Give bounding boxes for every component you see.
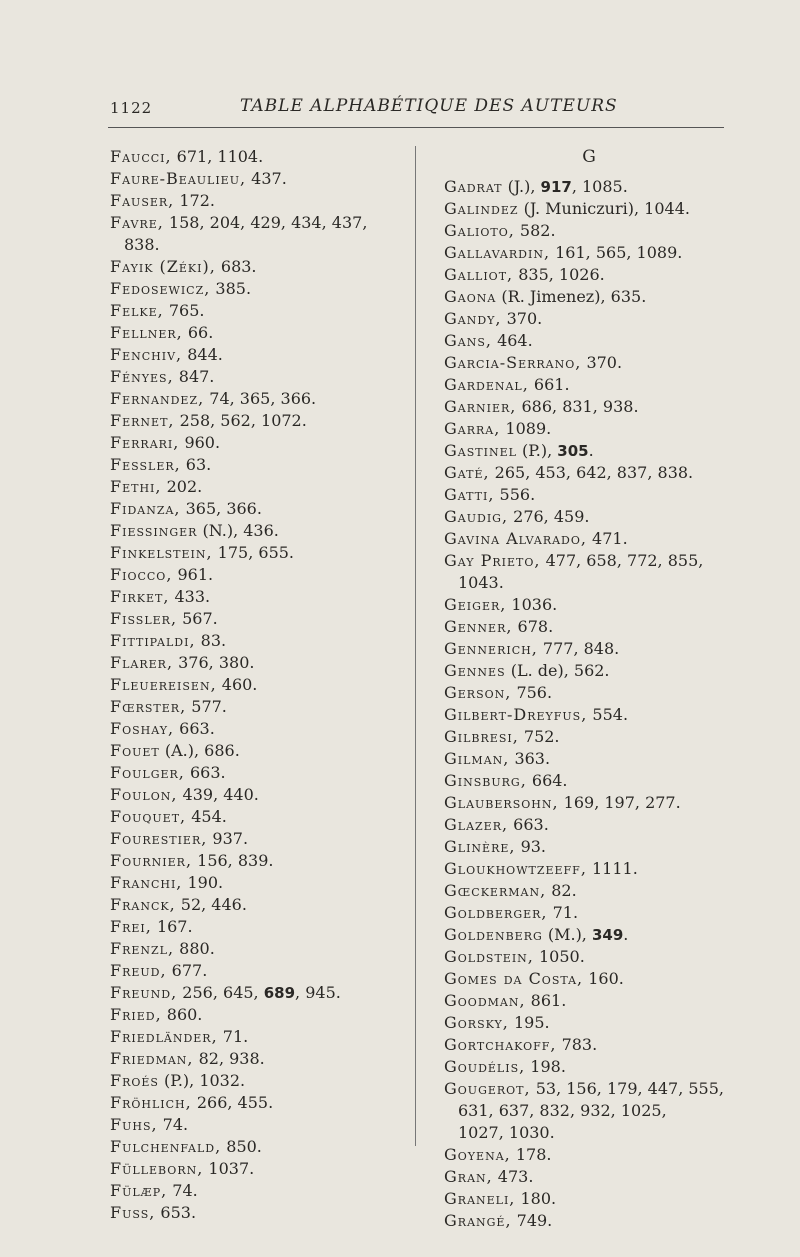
- page-refs: (P.), 1032.: [158, 1071, 246, 1090]
- index-entry: [444, 176, 734, 198]
- page-refs: 83.: [195, 631, 227, 650]
- author-name: Foulon,: [110, 785, 178, 804]
- author-name: Gaudig,: [444, 507, 509, 526]
- page-refs: 63.: [180, 455, 212, 474]
- index-entry: [110, 212, 400, 256]
- author-name: Fouquet,: [110, 807, 187, 826]
- index-entry: [444, 264, 734, 286]
- index-entry: [110, 168, 400, 190]
- index-entry: [444, 308, 734, 330]
- author-name: Gavina Alvarado,: [444, 529, 587, 548]
- page-refs: 477, 658, 772, 855,: [540, 551, 704, 570]
- author-name: Gran,: [444, 1167, 493, 1186]
- page-refs: 370.: [581, 353, 623, 372]
- index-entry: [444, 242, 734, 264]
- author-name: Fournier,: [110, 851, 193, 870]
- page-refs-continued: 1043.: [458, 573, 504, 592]
- index-entry: [110, 498, 400, 520]
- index-entry: [110, 828, 400, 850]
- page-refs-tail: .: [588, 441, 594, 460]
- page-refs: 195.: [508, 1013, 550, 1032]
- page-refs: 265, 453, 642, 837, 838.: [489, 463, 694, 482]
- page-refs: 202.: [161, 477, 203, 496]
- author-name: Fethi,: [110, 477, 162, 496]
- page-refs: 752.: [518, 727, 560, 746]
- page-refs: 74, 365, 366.: [204, 389, 317, 408]
- index-entry: [444, 660, 734, 682]
- index-entry: [110, 784, 400, 806]
- author-name: Fleuereisen,: [110, 675, 217, 694]
- author-name: Firket,: [110, 587, 170, 606]
- author-name: Goodman,: [444, 991, 526, 1010]
- index-entry: [444, 1012, 734, 1034]
- main-page-ref: 689: [263, 984, 296, 1002]
- page-refs: 664.: [526, 771, 568, 790]
- left-column: [110, 146, 400, 1224]
- author-name: Fittipaldi,: [110, 631, 196, 650]
- index-entry: [444, 374, 734, 396]
- main-page-ref: 917: [540, 178, 572, 196]
- index-entry: [444, 836, 734, 858]
- author-name: Goldstein,: [444, 947, 534, 966]
- index-entry: [110, 630, 400, 652]
- index-entry: [110, 322, 400, 344]
- author-name: Felke,: [110, 301, 164, 320]
- page-refs-tail: .: [623, 925, 629, 944]
- page-refs: 437.: [246, 169, 287, 188]
- main-page-ref: 305: [557, 442, 589, 460]
- index-entry: [444, 616, 734, 638]
- index-entry: [110, 674, 400, 696]
- author-name: Foshay,: [110, 719, 175, 738]
- author-name: Fuhs,: [110, 1115, 158, 1134]
- index-entry: [110, 344, 400, 366]
- author-name: Finkelstein,: [110, 543, 213, 562]
- index-entry: [444, 682, 734, 704]
- page-refs: 683.: [215, 257, 257, 276]
- page-refs: 376, 380.: [173, 653, 255, 672]
- author-name: Fényes,: [110, 367, 174, 386]
- page-refs: 178.: [510, 1145, 552, 1164]
- index-entry: [444, 396, 734, 418]
- author-name: Gallavardin,: [444, 243, 551, 262]
- author-name: Fernandez,: [110, 389, 205, 408]
- author-name: Glinère,: [444, 837, 516, 856]
- page-refs: 880.: [174, 939, 215, 958]
- index-entry: [110, 938, 400, 960]
- page-refs: 167.: [151, 917, 193, 936]
- index-entry: [444, 968, 734, 990]
- index-entry: [444, 550, 734, 594]
- index-entry: [444, 946, 734, 968]
- index-entry: [444, 1034, 734, 1056]
- index-entry: [110, 850, 400, 872]
- section-letter: G: [582, 147, 596, 167]
- index-entry: [110, 982, 400, 1004]
- index-entry: [110, 1136, 400, 1158]
- page-refs: 671, 1104.: [171, 147, 264, 166]
- page-number: 1122: [110, 99, 153, 117]
- index-entry: [444, 1166, 734, 1188]
- page-refs: 835, 1026.: [513, 265, 605, 284]
- page-refs: 663.: [174, 719, 215, 738]
- page-refs: 556.: [494, 485, 536, 504]
- page-refs: 961.: [172, 565, 214, 584]
- index-entry: [110, 1004, 400, 1026]
- page-refs: 686, 831, 938.: [516, 397, 639, 416]
- page-refs: 1036.: [506, 595, 558, 614]
- author-name: Goldberger,: [444, 903, 548, 922]
- page-refs: (R. Jimenez), 635.: [496, 287, 647, 306]
- author-name: Franck,: [110, 895, 176, 914]
- index-entry: [444, 1210, 734, 1232]
- page-refs: 175, 655.: [212, 543, 295, 562]
- page-refs: 471.: [586, 529, 628, 548]
- author-name: Goudélis,: [444, 1057, 526, 1076]
- page-refs: 454.: [186, 807, 227, 826]
- page-refs: 53, 156, 179, 447, 555,: [530, 1079, 724, 1098]
- index-entry: [444, 880, 734, 902]
- author-name: Gay Prieto,: [444, 551, 541, 570]
- index-entry: [110, 476, 400, 498]
- author-name: Favre,: [110, 213, 164, 232]
- right-column: [444, 146, 734, 1232]
- index-entry: [110, 762, 400, 784]
- page-refs: 172.: [174, 191, 215, 210]
- page-refs: 460.: [216, 675, 258, 694]
- page-refs: 850.: [221, 1137, 262, 1156]
- page-refs: 847.: [173, 367, 215, 386]
- author-name: Fülleborn,: [110, 1159, 204, 1178]
- page-refs: 276, 459.: [508, 507, 590, 526]
- page-refs: 577.: [186, 697, 227, 716]
- index-entry: [444, 1188, 734, 1210]
- page-refs: 439, 440.: [177, 785, 259, 804]
- index-entry: [110, 520, 400, 542]
- index-entry: [110, 432, 400, 454]
- author-name: Geiger,: [444, 595, 507, 614]
- index-entry: [110, 608, 400, 630]
- author-name: Faucci,: [110, 147, 172, 166]
- author-name: Garnier,: [444, 397, 517, 416]
- author-name: Fuss,: [110, 1203, 156, 1222]
- page-refs: 256, 645,: [177, 983, 264, 1002]
- header-rule: [108, 127, 724, 128]
- index-entry: [110, 1180, 400, 1202]
- index-entry: [444, 638, 734, 660]
- author-name: Galindez: [444, 199, 519, 218]
- page-refs: 169, 197, 277.: [558, 793, 681, 812]
- page-refs-continued: 838.: [124, 235, 160, 254]
- page-refs: 960.: [179, 433, 221, 452]
- page-refs-continued: 631, 637, 832, 932, 1025,: [458, 1101, 667, 1120]
- author-name: Goldenberg: [444, 925, 543, 944]
- author-name: Gans,: [444, 331, 492, 350]
- author-name: Fedosewicz,: [110, 279, 211, 298]
- author-name: Faure-Beaulieu,: [110, 169, 247, 188]
- index-entry: [444, 528, 734, 550]
- author-name: Gatti,: [444, 485, 495, 504]
- author-name: Fiocco,: [110, 565, 173, 584]
- author-name: Gomes da Costa,: [444, 969, 584, 988]
- page-refs-tail: , 1085.: [571, 177, 628, 196]
- index-entry: [444, 484, 734, 506]
- author-name: Galliot,: [444, 265, 514, 284]
- author-name: Fried,: [110, 1005, 162, 1024]
- index-entry: [444, 1056, 734, 1078]
- column-divider: [415, 146, 416, 1146]
- page-refs: 71.: [217, 1027, 249, 1046]
- page-refs: 52, 446.: [175, 895, 247, 914]
- index-entry: [444, 726, 734, 748]
- page-refs: 777, 848.: [537, 639, 620, 658]
- author-name: Gortchakoff,: [444, 1035, 557, 1054]
- author-name: Genner,: [444, 617, 513, 636]
- page-refs: (J. Municzuri), 1044.: [518, 199, 690, 218]
- author-name: Goyena,: [444, 1145, 511, 1164]
- author-name: Fröhlich,: [110, 1093, 192, 1112]
- author-name: Gloukhowtzeeff,: [444, 859, 587, 878]
- page-refs: 765.: [163, 301, 205, 320]
- page-refs: 861.: [525, 991, 567, 1010]
- author-name: Gorsky,: [444, 1013, 509, 1032]
- index-entry: [444, 462, 734, 484]
- index-entry: [444, 286, 734, 308]
- index-entry: [444, 814, 734, 836]
- page-refs: 385.: [210, 279, 252, 298]
- author-name: Gerson,: [444, 683, 512, 702]
- page-refs: 433.: [169, 587, 211, 606]
- author-name: Gadrat: [444, 177, 503, 196]
- author-name: Gennerich,: [444, 639, 538, 658]
- author-name: Foulger,: [110, 763, 185, 782]
- index-entry: [110, 388, 400, 410]
- index-entry: [110, 300, 400, 322]
- author-name: Gilbert-Dreyfus,: [444, 705, 588, 724]
- author-name: Fenchiv,: [110, 345, 183, 364]
- author-name: Friedman,: [110, 1049, 194, 1068]
- author-name: Ferrari,: [110, 433, 180, 452]
- page-refs: 473.: [492, 1167, 534, 1186]
- page-refs: 783.: [556, 1035, 598, 1054]
- index-entry: [110, 256, 400, 278]
- index-entry: [444, 858, 734, 880]
- index-entry: [444, 924, 734, 946]
- index-entry: [110, 1026, 400, 1048]
- index-entry: [110, 916, 400, 938]
- running-head: TABLE ALPHABÉTIQUE DES AUTEURS: [240, 96, 618, 116]
- page-refs: 158, 204, 429, 434, 437,: [163, 213, 368, 232]
- author-name: Gaté,: [444, 463, 490, 482]
- author-name: Fiessinger: [110, 521, 198, 540]
- author-name: Fouet: [110, 741, 160, 760]
- page-refs: 363.: [509, 749, 551, 768]
- author-name: Fidanza,: [110, 499, 181, 518]
- author-name: Fauser,: [110, 191, 175, 210]
- index-entry: [110, 454, 400, 476]
- index-entry: [444, 1078, 734, 1144]
- page-refs: 678.: [512, 617, 554, 636]
- index-entry: [110, 1070, 400, 1092]
- author-name: Froés: [110, 1071, 159, 1090]
- page-refs: 756.: [511, 683, 553, 702]
- author-name: Fessler,: [110, 455, 181, 474]
- author-name: Fœrster,: [110, 697, 187, 716]
- index-entry: [444, 748, 734, 770]
- index-entry: [444, 1144, 734, 1166]
- index-entry: [444, 440, 734, 462]
- index-entry: [110, 1158, 400, 1180]
- index-entry: [444, 418, 734, 440]
- page-refs: (A.), 686.: [159, 741, 240, 760]
- page-refs: 266, 455.: [191, 1093, 274, 1112]
- author-name: Glazer,: [444, 815, 509, 834]
- index-entry: [444, 902, 734, 924]
- page-refs: 844.: [182, 345, 223, 364]
- page-refs: (P.),: [516, 441, 558, 460]
- author-name: Fourestier,: [110, 829, 208, 848]
- page-refs: 156, 839.: [192, 851, 274, 870]
- page-refs: (N.), 436.: [197, 521, 279, 540]
- author-name: Garra,: [444, 419, 501, 438]
- page-refs: 82.: [546, 881, 577, 900]
- index-entry: [444, 330, 734, 352]
- author-name: Gaona: [444, 287, 497, 306]
- page-refs: (J.),: [502, 177, 541, 196]
- index-entry: [444, 506, 734, 528]
- author-name: Gœckerman,: [444, 881, 547, 900]
- index-entry: [110, 718, 400, 740]
- author-name: Fernet,: [110, 411, 175, 430]
- index-entry: [110, 696, 400, 718]
- page-refs: 93.: [515, 837, 547, 856]
- index-entry: [444, 352, 734, 374]
- index-entry: [110, 1092, 400, 1114]
- author-name: Fülæp,: [110, 1181, 168, 1200]
- page-refs: 365, 366.: [180, 499, 262, 518]
- index-entry: [444, 220, 734, 242]
- page-refs-tail: , 945.: [295, 983, 341, 1002]
- page-refs: 1050.: [533, 947, 585, 966]
- author-name: Fellner,: [110, 323, 183, 342]
- page-refs: 258, 562, 1072.: [174, 411, 307, 430]
- page-refs: 653.: [155, 1203, 197, 1222]
- index-entry: [444, 990, 734, 1012]
- author-name: Grangé,: [444, 1211, 512, 1230]
- index-entry: [444, 594, 734, 616]
- page-refs: 71.: [547, 903, 579, 922]
- index-entry: [110, 1202, 400, 1224]
- page-refs: 661.: [528, 375, 570, 394]
- author-name: Glaubersohn,: [444, 793, 559, 812]
- author-name: Frenzl,: [110, 939, 175, 958]
- author-name: Gandy,: [444, 309, 502, 328]
- author-name: Fayik (Zéki),: [110, 257, 216, 276]
- page-refs: 190.: [182, 873, 224, 892]
- page-refs: 198.: [525, 1057, 566, 1076]
- index-entry: [110, 652, 400, 674]
- index-entry: [110, 146, 400, 168]
- index-entry: [444, 704, 734, 726]
- page-refs: 554.: [587, 705, 629, 724]
- author-name: Graneli,: [444, 1189, 516, 1208]
- index-entry: [110, 410, 400, 432]
- index-entry: [110, 542, 400, 564]
- author-name: Friedländer,: [110, 1027, 218, 1046]
- page-refs: 749.: [511, 1211, 553, 1230]
- page-refs: (L. de), 562.: [505, 661, 610, 680]
- author-name: Freund,: [110, 983, 178, 1002]
- page-refs: 663.: [508, 815, 549, 834]
- author-name: Gougerot,: [444, 1079, 531, 1098]
- author-name: Ginsburg,: [444, 771, 527, 790]
- author-name: Gilbresi,: [444, 727, 519, 746]
- page-refs: 66.: [182, 323, 214, 342]
- index-entry: [110, 564, 400, 586]
- page-refs: 370.: [501, 309, 543, 328]
- page-refs: 860.: [161, 1005, 203, 1024]
- index-entry: [110, 872, 400, 894]
- main-page-ref: 349: [591, 926, 624, 944]
- page-refs: 161, 565, 1089.: [550, 243, 683, 262]
- author-name: Frei,: [110, 917, 152, 936]
- author-name: Garcia-Serrano,: [444, 353, 582, 372]
- author-name: Gastinel: [444, 441, 517, 460]
- index-entry: [110, 960, 400, 982]
- page-refs: 74.: [157, 1115, 189, 1134]
- index-entry: [110, 1048, 400, 1070]
- author-name: Gennes: [444, 661, 506, 680]
- page-refs: 937.: [207, 829, 249, 848]
- index-entry: [110, 894, 400, 916]
- author-name: Galioto,: [444, 221, 515, 240]
- page-refs: 1089.: [500, 419, 552, 438]
- index-entry: [444, 770, 734, 792]
- author-name: Franchi,: [110, 873, 183, 892]
- index-entry: [110, 586, 400, 608]
- page-refs: 82, 938.: [193, 1049, 265, 1068]
- author-name: Gardenal,: [444, 375, 529, 394]
- page-refs: 180.: [515, 1189, 557, 1208]
- author-name: Fulchenfald,: [110, 1137, 222, 1156]
- page-refs: 663.: [184, 763, 226, 782]
- author-name: Fissler,: [110, 609, 178, 628]
- page-refs: 677.: [166, 961, 208, 980]
- page-refs: 1111.: [586, 859, 638, 878]
- page-refs: (M.),: [542, 925, 592, 944]
- page-refs: 567.: [177, 609, 218, 628]
- index-entry: [110, 1114, 400, 1136]
- index-entry: [110, 366, 400, 388]
- author-name: Flarer,: [110, 653, 174, 672]
- author-name: Gilman,: [444, 749, 510, 768]
- page-refs: 582.: [514, 221, 556, 240]
- index-entry: [110, 190, 400, 212]
- index-entry: [110, 278, 400, 300]
- page-refs-continued: 1027, 1030.: [458, 1123, 555, 1142]
- page-refs: 1037.: [203, 1159, 255, 1178]
- page-refs: 464.: [491, 331, 533, 350]
- index-entry: [110, 806, 400, 828]
- author-name: Freud,: [110, 961, 167, 980]
- index-entry: [110, 740, 400, 762]
- page-refs: 74.: [167, 1181, 198, 1200]
- index-entry: [444, 198, 734, 220]
- index-entry: [444, 792, 734, 814]
- page-refs: 160.: [583, 969, 624, 988]
